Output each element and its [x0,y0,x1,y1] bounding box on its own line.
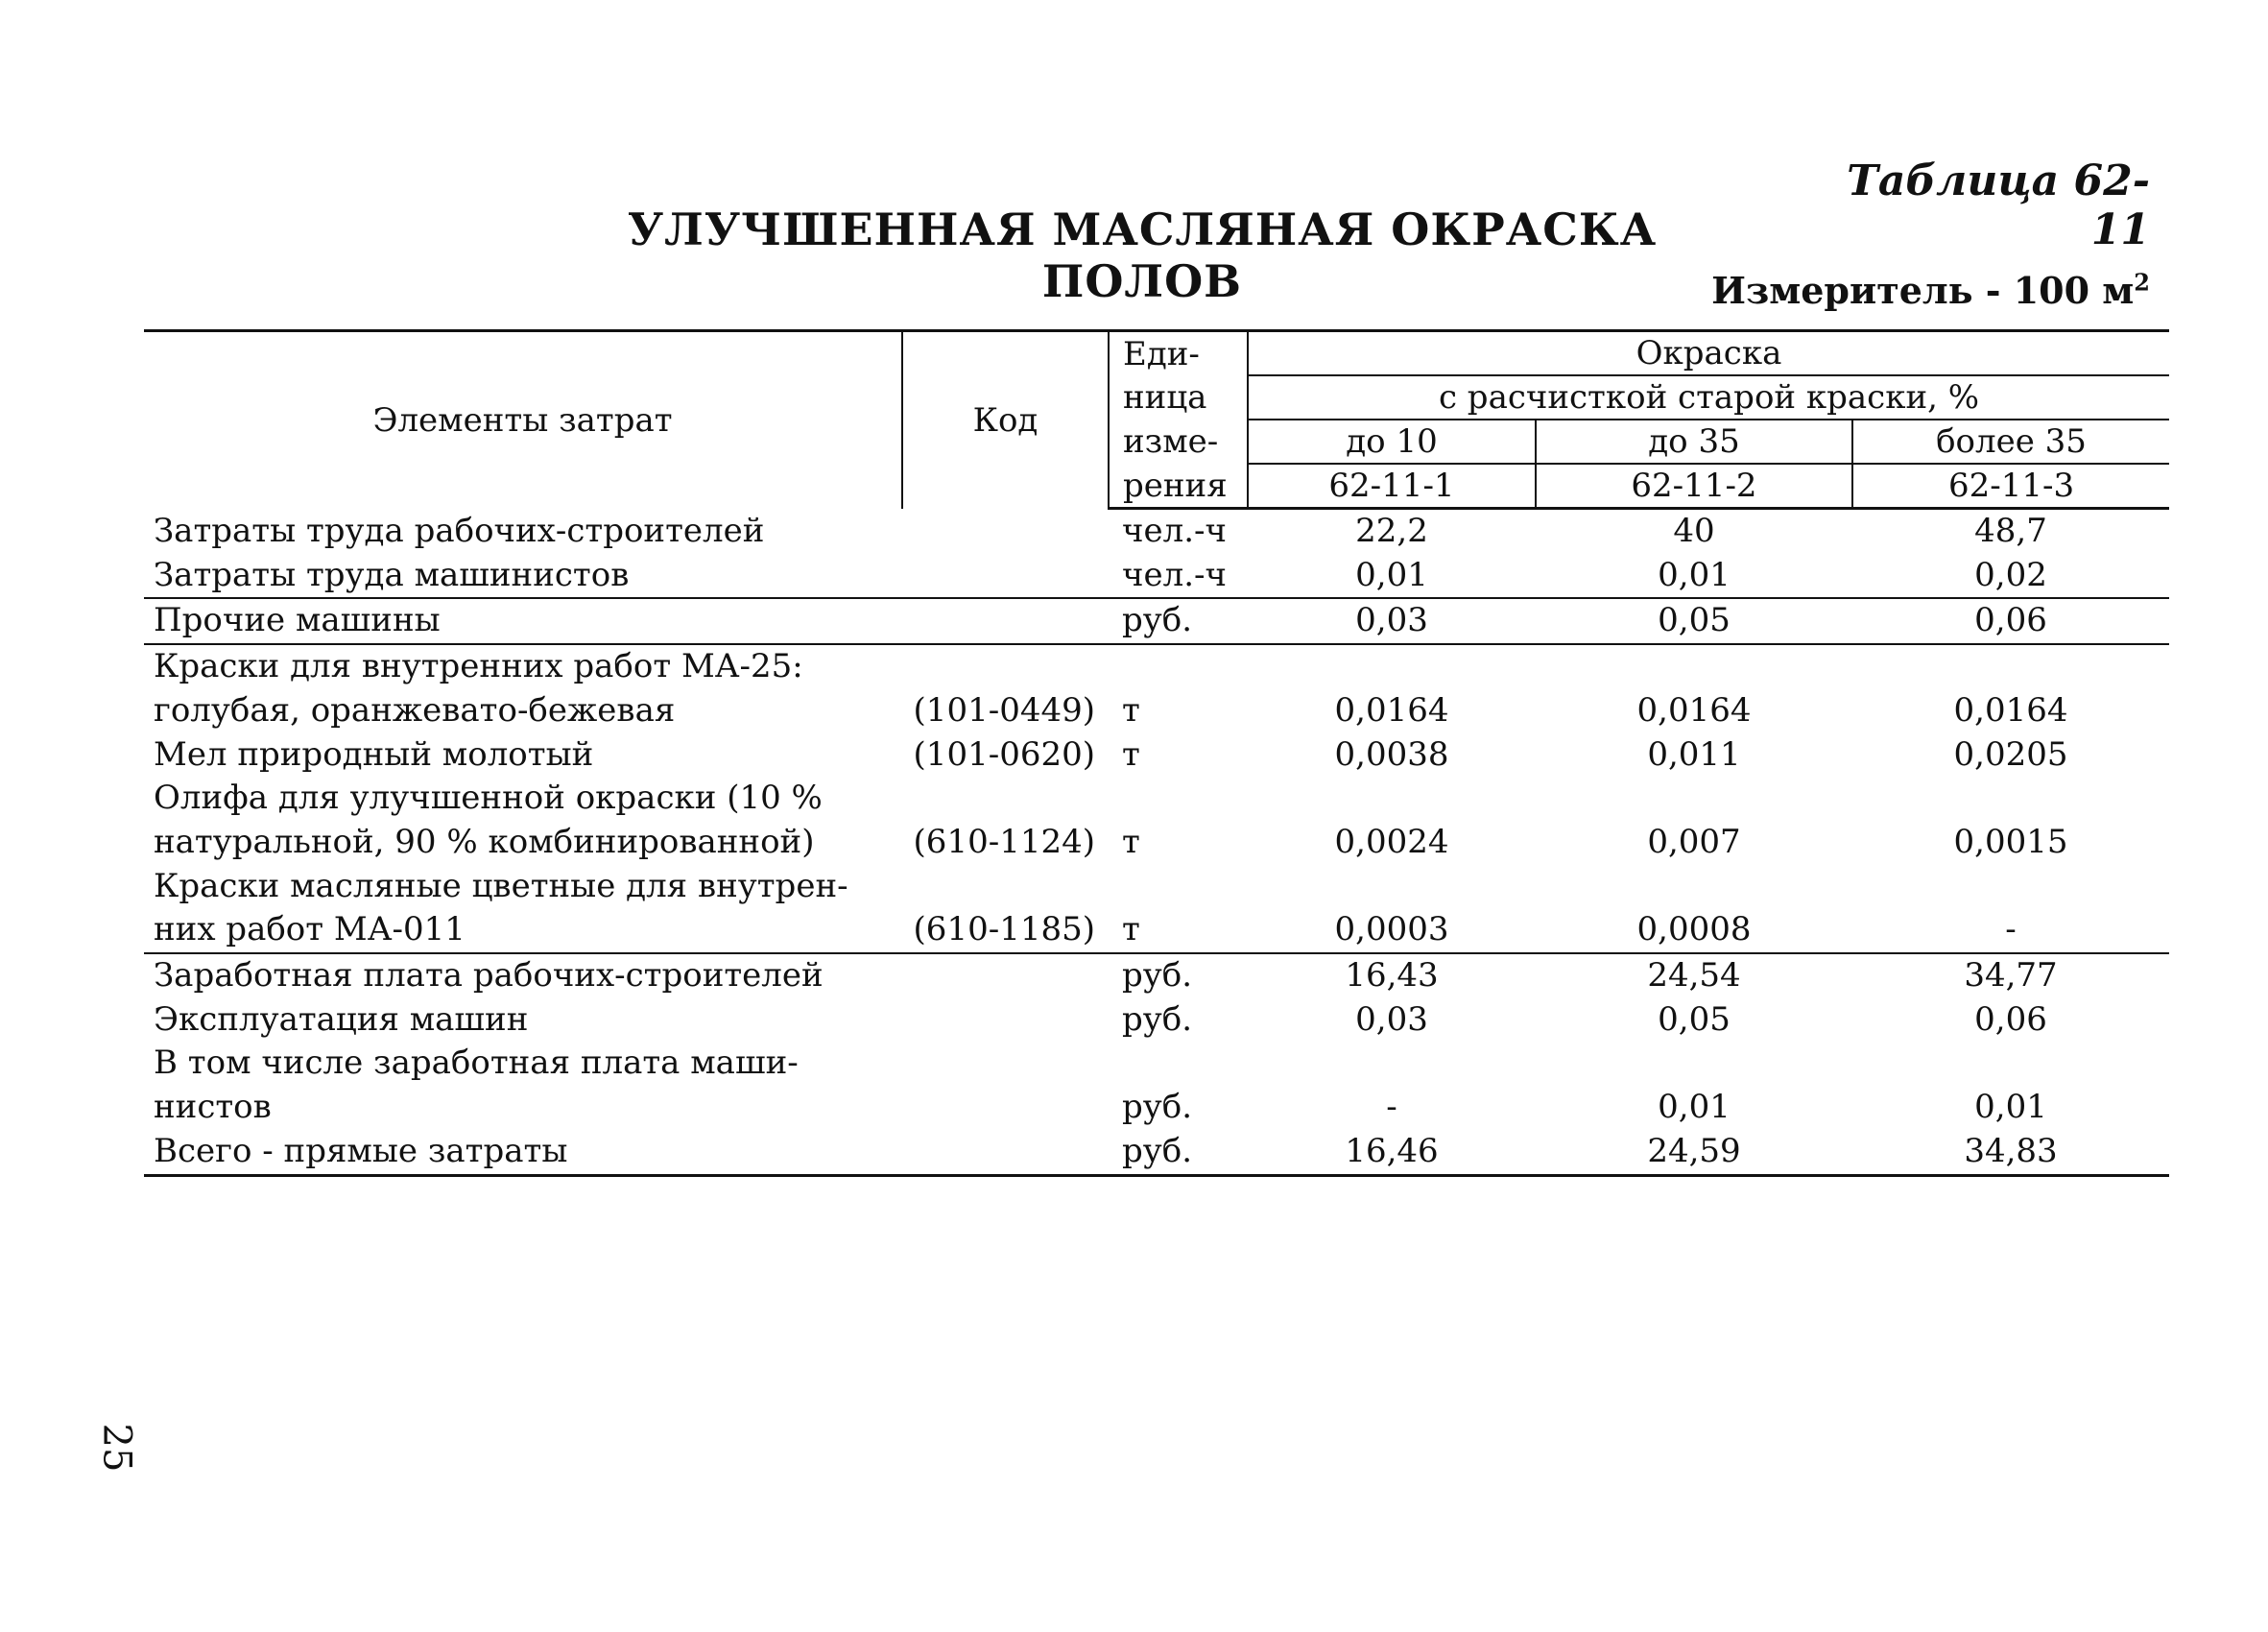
header-code: Код [902,331,1109,509]
table-row [144,733,2169,778]
row-value-1: 16,43 [1345,956,1439,996]
row-value-1 [1248,777,1536,821]
row-value-2: 24,54 [1647,956,1741,996]
row-code: (610-1185) [902,908,1109,953]
row-name: Затраты труда машинистов [144,554,902,599]
row-unit: т [1122,822,1140,861]
row-value-2: 40 [1673,512,1715,550]
header-range: до 35 [1536,420,1852,464]
table-row [144,908,2169,953]
row-value-3: 48,7 [1974,512,2047,550]
row-name: нистов [154,1088,272,1127]
row-value-2 [1536,777,1852,821]
header-subgroup: с расчисткой старой краски, % [1248,375,2169,420]
row-name: Затраты труда рабочих-строителей [154,512,765,550]
row-value-2: 0,0008 [1536,908,1852,953]
row-value-1 [1248,644,1536,689]
row-code [902,644,1109,689]
row-value-3 [1852,1042,2169,1086]
row-name: Заработная плата рабочих-строителей [154,956,824,996]
row-value-1: 0,01 [1248,554,1536,599]
row-unit: чел.-ч [1122,512,1227,550]
row-unit [1109,777,1248,821]
row-value-3: 0,02 [1852,554,2169,599]
row-value-1: 22,2 [1355,512,1428,550]
table-row [144,953,2169,998]
table-row [144,821,2169,865]
row-name: них работ МА-011 [144,908,902,953]
row-unit [1109,644,1248,689]
row-value-3: 0,0205 [1953,734,2068,774]
row-value-2 [1536,1042,1852,1086]
row-value-2 [1536,644,1852,689]
header-group: Окраска [1248,331,2169,376]
row-value-1: 0,0024 [1334,822,1449,861]
row-unit: руб. [1122,1088,1193,1127]
header-unit-line: рения [1109,464,1248,509]
row-value-3: 0,06 [1852,598,2169,644]
row-value-3: 0,0164 [1953,690,2068,730]
row-code [902,554,1109,599]
row-name: Эксплуатация машин [154,999,529,1039]
row-value-3 [1852,644,2169,689]
row-unit: руб. [1122,999,1193,1039]
row-unit: руб. [1109,1130,1248,1175]
table-body [144,509,2169,1176]
row-code [902,865,1109,909]
row-unit [1109,865,1248,909]
row-unit: т [1122,690,1140,730]
row-name: Прочие машины [144,598,902,644]
row-value-3 [1852,777,2169,821]
row-code: (101-0620) [913,734,1095,774]
row-unit: т [1109,908,1248,953]
row-name: Краски масляные цветные для внутрен- [154,866,848,905]
measure-unit [1584,269,2150,312]
row-name: В том числе заработная плата маши- [154,1044,799,1083]
row-value-3: 0,0015 [1953,822,2068,861]
page-number: 25 [94,1423,139,1473]
header-code-number: 62-11-3 [1852,464,2169,509]
header-range: более 35 [1852,420,2169,464]
measure-prefix: Измеритель - 100 м [1711,269,2135,312]
row-value-2: 0,05 [1536,598,1852,644]
row-value-2 [1536,865,1852,909]
table-row [144,1130,2169,1175]
row-code [902,1042,1109,1086]
row-code [902,509,1109,554]
row-code: (610-1124) [913,822,1095,861]
header-elements: Элементы затрат [144,331,902,509]
row-value-3: 34,77 [1964,956,2058,996]
row-value-3: - [1852,908,2169,953]
header-unit-line: Еди- [1109,331,1248,376]
row-value-1: 0,0164 [1334,690,1449,730]
row-value-3 [1852,865,2169,909]
row-value-1 [1248,865,1536,909]
measure-superscript: 2 [2134,268,2150,297]
row-value-2: 0,01 [1536,554,1852,599]
row-value-1: 0,03 [1355,999,1428,1039]
row-value-2: 24,59 [1536,1130,1852,1175]
row-value-2: 0,05 [1658,999,1731,1039]
table-header [144,331,2169,509]
row-code [902,1130,1109,1175]
row-value-2: 0,01 [1658,1088,1731,1127]
table-row [144,509,2169,554]
table-row [144,689,2169,733]
row-value-1: 0,03 [1248,598,1536,644]
row-code [902,598,1109,644]
row-code [902,777,1109,821]
row-unit: руб. [1109,598,1248,644]
row-name: натуральной, 90 % комбинированной) [154,822,815,861]
row-unit: т [1122,734,1140,774]
table-row [144,644,2169,689]
table-row [144,554,2169,599]
row-unit: чел.-ч [1109,554,1248,599]
row-value-2: 0,0164 [1636,690,1752,730]
row-name: голубая, оранжевато-бежевая [154,690,676,730]
row-value-1: - [1386,1088,1397,1127]
row-name: Всего - прямые затраты [144,1130,902,1175]
cost-table [144,329,2169,1177]
row-value-3: 0,06 [1974,999,2047,1039]
header-code-number: 62-11-2 [1536,464,1852,509]
row-code [902,953,1109,998]
row-value-1: 16,46 [1248,1130,1536,1175]
row-code [902,998,1109,1043]
row-name: Олифа для улучшенной окраски (10 % [154,779,823,818]
row-unit [1109,1042,1248,1086]
row-code: (101-0449) [913,690,1095,730]
row-value-1 [1248,1042,1536,1086]
row-value-3: 34,83 [1852,1130,2169,1175]
header-code-number: 62-11-1 [1248,464,1536,509]
row-name: Мел природный молотый [154,734,594,774]
header-unit-line: ница [1109,375,1248,420]
row-name: Краски для внутренних работ МА-25: [154,647,803,686]
table-row [144,1086,2169,1130]
table-label: Таблица 62-11 [1847,156,2150,254]
row-value-2: 0,011 [1647,734,1741,774]
row-value-2: 0,007 [1647,822,1741,861]
row-value-1: 0,0003 [1248,908,1536,953]
table-row [144,1042,2169,1086]
row-unit: руб. [1122,956,1193,996]
header-range: до 10 [1248,420,1536,464]
table-row [144,865,2169,909]
document-title: УЛУЧШЕННАЯ МАСЛЯНАЯ ОКРАСКА ПОЛОВ [627,204,1658,307]
row-value-3: 0,01 [1974,1088,2047,1127]
table-row [144,998,2169,1043]
row-value-1: 0,0038 [1334,734,1449,774]
table-row [144,598,2169,644]
row-code [902,1086,1109,1130]
header-unit-line: изме- [1109,420,1248,464]
table-row [144,777,2169,821]
